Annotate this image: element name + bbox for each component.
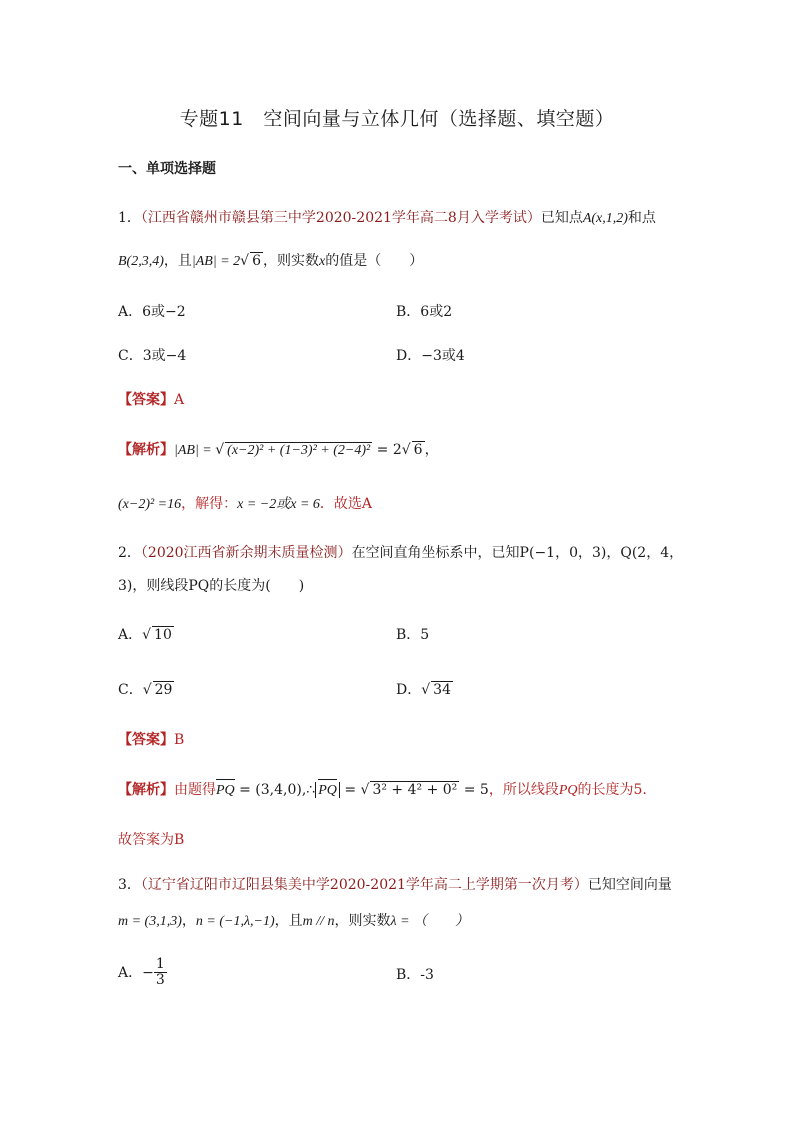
q1-text: 和点 (627, 210, 656, 226)
q2-option-d: D．√ 34 (396, 682, 451, 698)
q1-text: ，解得： (181, 496, 238, 512)
q2-option-c-radicand: 29 (154, 682, 173, 698)
q3-stem-line1 (118, 874, 672, 894)
q1-solution-equation: (x−2)² =16 (118, 497, 182, 512)
q1-solution-radicand: (x−2)² + (1−3)² + (2−4)² (227, 443, 371, 458)
option-label: A． (118, 627, 143, 643)
q2-option-d-radicand: 34 (433, 682, 451, 698)
q3-lambda: λ = （ ） (390, 914, 470, 929)
q3-vector-n: n = (−1,λ,−1) (195, 914, 275, 929)
q1-option-b: B．6或2 (396, 304, 453, 320)
q3-stem-line2 (118, 910, 469, 930)
q2-analysis: 【解析】由题得PQ = (3,4,0),∴ PQ = √ 3² + 4² + 0² = 5，所以线段PQ的长度为5. (118, 782, 647, 798)
q1-text: ．故选A (319, 496, 373, 512)
answer-tag: 【答案】 (118, 392, 174, 408)
q3-text: ，则实数 (334, 913, 391, 929)
q1-option-c: C．3或−4 (118, 348, 187, 364)
q1-variable: x (318, 254, 326, 269)
q1-option-d: D．−3或4 (396, 348, 465, 364)
q1-solution-lhs: |AB| = (174, 443, 216, 458)
q3-number: 3． (118, 877, 141, 893)
q1-number: 1． (118, 210, 141, 226)
q2-solution-radicand: 3² + 4² + 0² (372, 782, 458, 798)
q2-answer-value: B (174, 732, 185, 748)
q2-text: 的长度为5. (577, 782, 647, 798)
q3-parallel-condition: m // n (302, 914, 335, 929)
q2-text: = (339, 782, 361, 798)
q2-stem-line1 (118, 542, 683, 562)
q2-option-a-radicand: 10 (154, 627, 172, 643)
q1-solution-rhs-radicand: 6 (413, 442, 423, 458)
q2-stem-line2: 3)，则线段PQ的长度为( ) (118, 578, 305, 594)
q1-analysis-line1: 【解析】|AB| = √ (x−2)² + (1−3)² + (2−4)² = 2√ 6 ， (118, 442, 439, 458)
q2-final: 故答案为B (118, 832, 185, 848)
q1-condition: |AB| = 2 (191, 254, 241, 269)
q1-text: 已知点 (540, 210, 583, 226)
q2-option-c: C．√ 29 (118, 682, 173, 698)
q1-solution-roots: x = −2或x = 6 (237, 497, 320, 512)
q3-option-b: B．-3 (396, 967, 434, 983)
q1-answer-value: A (174, 392, 185, 408)
q1-text: ， (424, 442, 439, 458)
q1-stem-line1 (118, 207, 656, 227)
q1-stem-line2: B(2,3,4)，且|AB| = 2√ 6 ，则实数x的值是（ ） (118, 253, 424, 269)
q2-number: 2． (118, 545, 141, 561)
q3-text: 已知空间向量 (587, 877, 672, 893)
q3-option-a (118, 957, 167, 989)
q2-text: 由题得 (174, 782, 216, 798)
q1-solution-rhs: = 2 (372, 442, 402, 458)
q1-answer (118, 389, 184, 409)
q2-vector-pq: PQ (216, 783, 235, 798)
analysis-tag: 【解析】 (118, 782, 174, 798)
q1-point-b: B(2,3,4) (118, 254, 164, 269)
q2-segment-pq: PQ (558, 783, 578, 798)
q1-source: （江西省赣州市赣县第三中学2020-2021学年高二8月入学考试） (140, 210, 541, 226)
page-title: 专题11 空间向量与立体几何（选择题、填空题） (179, 108, 615, 130)
analysis-tag: 【解析】 (118, 442, 174, 458)
q2-option-a: A．√ 10 (118, 627, 172, 643)
q1-text: ，且 (163, 253, 192, 269)
option-label: D． (396, 682, 422, 698)
q1-condition-radicand: 6 (252, 253, 261, 269)
q2-option-b: B．5 (396, 627, 430, 643)
option-label: A．− (118, 964, 154, 981)
q1-analysis-line2 (118, 493, 372, 513)
q2-answer (118, 729, 184, 749)
q2-text: = (3,4,0),∴ (234, 782, 316, 798)
q1-option-a: A．6或−2 (118, 304, 186, 320)
q1-text: ，则实数 (262, 253, 319, 269)
q2-text: 在空间直角坐标系中，已知P(−1，0，3)，Q(2，4， (351, 545, 684, 561)
q1-point-a: A(x,1,2) (582, 211, 628, 226)
q2-source: （2020江西省新余期末质量检测） (140, 545, 352, 561)
q2-vector-pq-magnitude: PQ (318, 783, 337, 798)
fraction-numerator: 1 (155, 956, 165, 972)
q1-text: 的值是（ ） (325, 253, 424, 269)
answer-tag: 【答案】 (118, 732, 174, 748)
q3-vector-m: m = (3,1,3) (118, 914, 182, 929)
q3-source: （辽宁省辽阳市辽阳县集美中学2020-2021学年高二上学期第一次月考） (140, 877, 588, 893)
fraction-denominator: 3 (155, 972, 165, 989)
q2-text: ，所以线段 (488, 782, 559, 798)
q3-text: ， (181, 913, 196, 929)
q3-text: ，且 (274, 913, 303, 929)
q2-text: = 5 (459, 782, 489, 798)
option-label: C． (118, 682, 143, 698)
section-heading: 一、单项选择题 (118, 161, 216, 177)
